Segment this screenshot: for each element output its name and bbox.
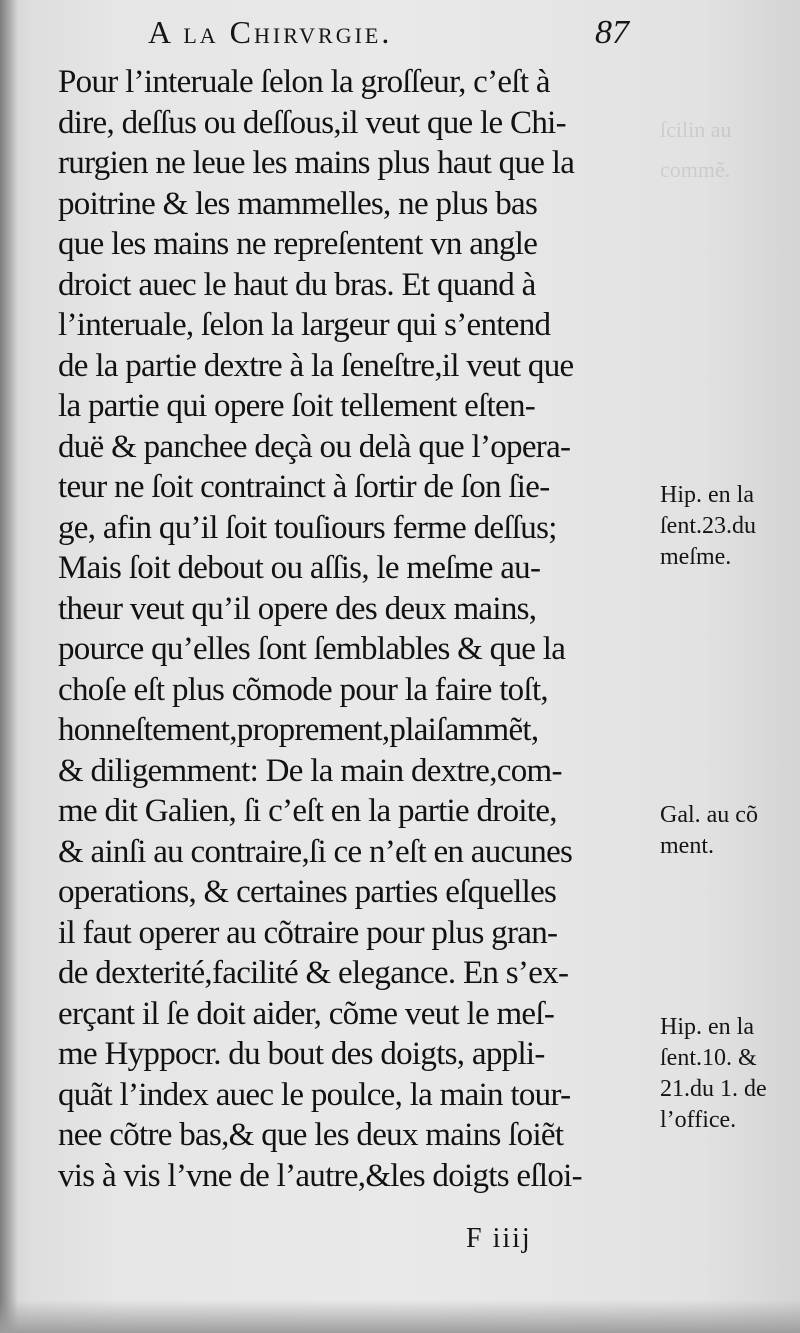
text-line: l’interuale, ſelon la largeur qui s’entend bbox=[58, 307, 551, 343]
text-line: duë & panchee deçà ou delà que l’opera- bbox=[58, 428, 571, 465]
text-line: vis à vis l’vne de l’autre,&les doigts eſloi- bbox=[58, 1157, 582, 1194]
marginal-note-line: ſent.10. & bbox=[660, 1045, 757, 1071]
signature-mark: F iiij bbox=[466, 1223, 532, 1254]
page-number: 87 bbox=[595, 14, 629, 51]
text-line: honneſtement,proprement,plaiſammẽt, bbox=[58, 712, 539, 748]
text-line: & ainſi au contraire,ſi ce n’eſt en aucunes bbox=[58, 833, 573, 870]
text-line: me dit Galien, ſi c’eſt en la partie droite, bbox=[58, 793, 557, 829]
text-line: Pour l’interuale ſelon la groſſeur, c’eſt à bbox=[58, 64, 550, 100]
running-head: A la Chirvrgie. bbox=[148, 14, 393, 50]
marginal-note-line: Hip. en la bbox=[660, 482, 754, 508]
show-through-text: ſcilin au commẽ. bbox=[660, 117, 732, 182]
text-line: Mais ſoit debout ou aſſis, le meſme au- bbox=[58, 550, 541, 586]
text-line: me Hyppocr. du bout des doigts, appli- bbox=[58, 1036, 545, 1072]
text-line: nee cõtre bas,& que les deux mains ſoiẽt bbox=[58, 1117, 564, 1153]
text-line: poitrine & les mammelles, ne plus bas bbox=[58, 185, 538, 222]
marginal-note-hip-2 bbox=[660, 1012, 767, 1136]
page-header bbox=[148, 14, 760, 58]
marginal-note-line: ſent.23.du bbox=[660, 513, 756, 539]
marginal-note-line: ment. bbox=[660, 833, 714, 859]
text-line: teur ne ſoit contrainct à ſortir de ſon ſie- bbox=[58, 469, 550, 505]
text-line: de dexterité,facilité & elegance. En s’ex- bbox=[58, 955, 569, 991]
text-line: pource qu’elles ſont ſemblables & que la bbox=[58, 631, 566, 667]
marginal-note-hip-1 bbox=[660, 480, 756, 573]
marginal-note-line: 21.du 1. de bbox=[660, 1076, 767, 1102]
text-line: quãt l’index auec le poulce, la main tour- bbox=[58, 1076, 571, 1113]
marginal-note-line: l’office. bbox=[660, 1107, 737, 1133]
text-line: dire, deſſus ou deſſous,il veut que le Chi- bbox=[58, 104, 566, 141]
text-line: theur veut qu’il opere des deux mains, bbox=[58, 590, 537, 627]
text-line: & diligemment: De la main dextre,com- bbox=[58, 752, 562, 789]
text-line: de la partie dextre à la ſeneſtre,il veut que bbox=[58, 347, 574, 384]
text-line: il faut operer au cõtraire pour plus gran- bbox=[58, 914, 558, 951]
marginal-note-line: meſme. bbox=[660, 544, 732, 570]
gutter-shadow bbox=[0, 0, 18, 1333]
text-line: la partie qui opere ſoit tellement eſten- bbox=[58, 388, 536, 424]
text-line: erçant il ſe doit aider, cõme veut le meſ- bbox=[58, 995, 555, 1032]
main-text-block bbox=[58, 62, 658, 1196]
marginal-note-galien bbox=[660, 800, 758, 862]
marginal-note-line: Hip. en la bbox=[660, 1014, 754, 1040]
marginal-note-line: Gal. au cõ bbox=[660, 802, 758, 828]
bottom-edge-shadow bbox=[0, 1300, 800, 1333]
text-line: operations, & certaines parties eſquelles bbox=[58, 874, 557, 910]
text-line: droict auec le haut du bras. Et quand à bbox=[58, 266, 536, 303]
text-line: choſe eſt plus cõmode pour la faire toſt, bbox=[58, 671, 548, 708]
text-line: rurgien ne leue les mains plus haut que la bbox=[58, 145, 575, 181]
text-line: ge, afin qu’il ſoit touſiours ferme deſſus; bbox=[58, 509, 557, 546]
text-line: que les mains ne repreſentent vn angle bbox=[58, 226, 538, 262]
